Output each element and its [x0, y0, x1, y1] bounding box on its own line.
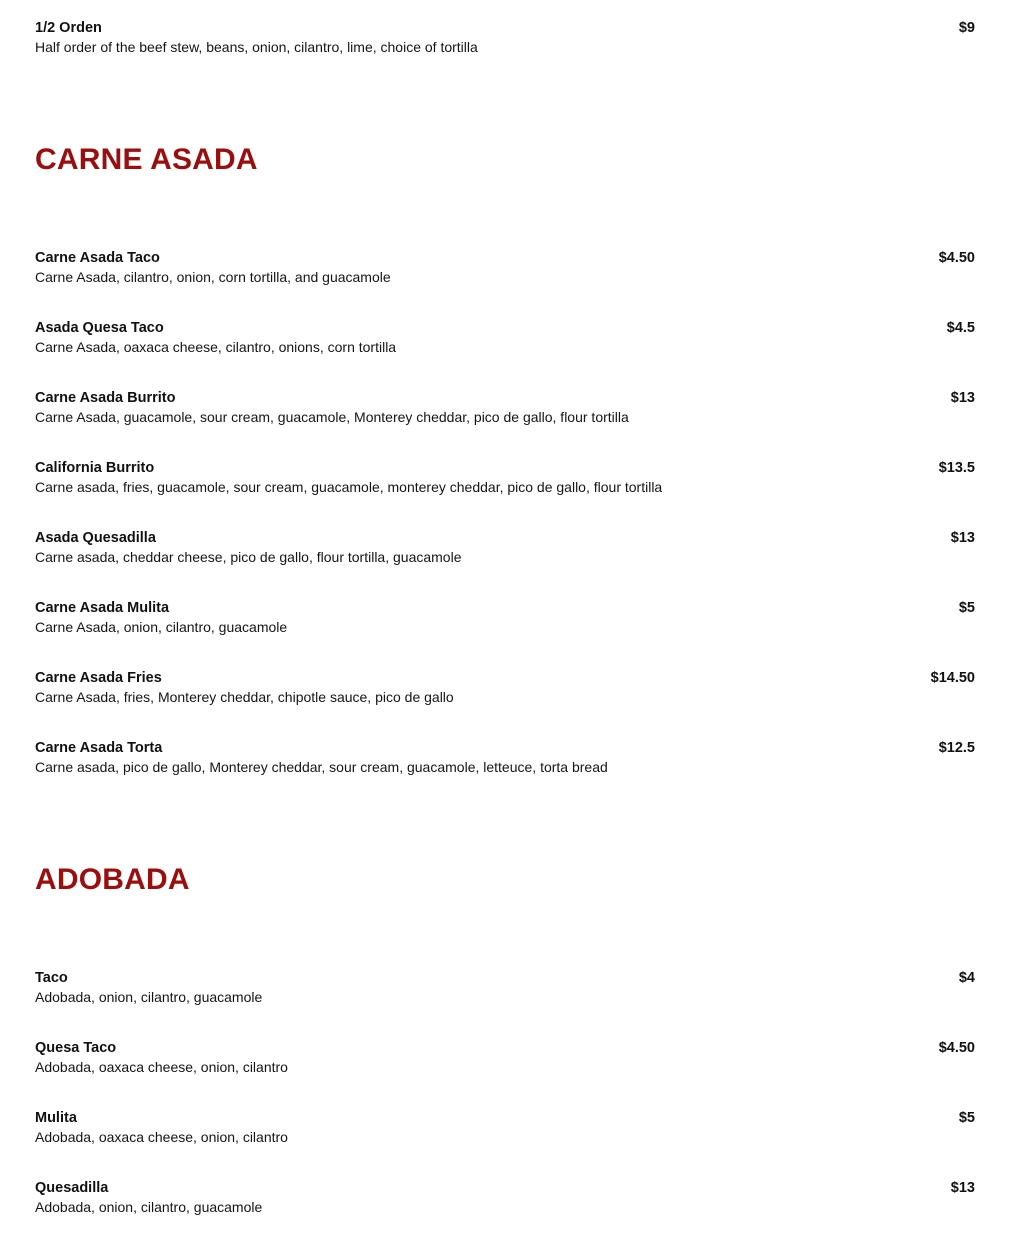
menu-item — [35, 0, 975, 55]
menu-item-name: California Burrito — [35, 460, 155, 476]
menu-item-name: Asada Quesadilla — [35, 530, 156, 546]
menu-item — [35, 510, 975, 565]
menu-item — [35, 230, 975, 285]
menu-item — [35, 950, 975, 1005]
menu-item-description: Adobada, oaxaca cheese, onion, cilantro — [35, 1129, 288, 1145]
menu-item-description: Carne Asada, oaxaca cheese, cilantro, onions, corn tortilla — [35, 339, 397, 355]
menu-item-price: $12.5 — [938, 740, 975, 756]
menu-item-name: Carne Asada Taco — [35, 250, 160, 266]
menu-item-description: Adobada, onion, cilantro, guacamole — [35, 989, 263, 1005]
menu-item-price: $13 — [950, 530, 975, 546]
menu-item-description: Half order of the beef stew, beans, onion, cilantro, lime, choice of tortilla — [35, 39, 478, 55]
menu-item — [35, 1020, 975, 1075]
menu-item-price: $5 — [958, 600, 975, 616]
section-title-carne-asada: CARNE ASADA — [35, 143, 258, 176]
menu-item-name: Carne Asada Burrito — [35, 390, 176, 406]
menu-item-description: Carne Asada, onion, cilantro, guacamole — [35, 619, 288, 635]
menu-item-description: Carne Asada, fries, Monterey cheddar, chipotle sauce, pico de gallo — [35, 689, 454, 705]
menu-item-price: $13.5 — [938, 460, 975, 476]
menu-item-price: $4.50 — [938, 250, 975, 266]
menu-item-price: $4.50 — [938, 1040, 975, 1056]
menu-item-price: $13 — [950, 390, 975, 406]
menu-item-name: Mulita — [35, 1110, 77, 1126]
menu-item — [35, 300, 975, 355]
menu-item-name: Quesadilla — [35, 1180, 109, 1196]
menu-item — [35, 720, 975, 775]
menu-item-price: $5 — [958, 1110, 975, 1126]
menu-item-name: Quesa Taco — [35, 1040, 117, 1056]
menu-item-description: Adobada, oaxaca cheese, onion, cilantro — [35, 1059, 288, 1075]
menu-item-price: $14.50 — [930, 670, 975, 686]
menu-item — [35, 580, 975, 635]
menu-item-price: $4.5 — [946, 320, 975, 336]
menu-item-description: Carne asada, fries, guacamole, sour cream, guacamole, monterey cheddar, pico de gallo, flour tortilla — [35, 479, 663, 495]
menu-item-name: Carne Asada Mulita — [35, 600, 170, 616]
menu-item-name: Taco — [35, 970, 68, 986]
menu-item-price: $9 — [958, 20, 975, 36]
menu-item-description: Adobada, onion, cilantro, guacamole — [35, 1199, 263, 1215]
menu-item-description: Carne asada, cheddar cheese, pico de gallo, flour tortilla, guacamole — [35, 549, 462, 565]
menu-item — [35, 440, 975, 495]
menu-item — [35, 650, 975, 705]
menu-item — [35, 1160, 975, 1215]
menu-item-description: Carne asada, pico de gallo, Monterey cheddar, sour cream, guacamole, letteuce, torta bread — [35, 759, 608, 775]
menu-item — [35, 1090, 975, 1145]
menu-item-price: $4 — [958, 970, 975, 986]
menu-item-name: 1/2 Orden — [35, 20, 102, 36]
menu-item-description: Carne Asada, cilantro, onion, corn tortilla, and guacamole — [35, 269, 391, 285]
menu-item-description: Carne Asada, guacamole, sour cream, guacamole, Monterey cheddar, pico de gallo, flour tortilla — [35, 409, 629, 425]
menu-item-name: Asada Quesa Taco — [35, 320, 164, 336]
menu-item-name: Carne Asada Torta — [35, 740, 163, 756]
menu-item — [35, 370, 975, 425]
section-title-adobada: ADOBADA — [35, 863, 190, 896]
menu-item-name: Carne Asada Fries — [35, 670, 162, 686]
menu-item-price: $13 — [950, 1180, 975, 1196]
